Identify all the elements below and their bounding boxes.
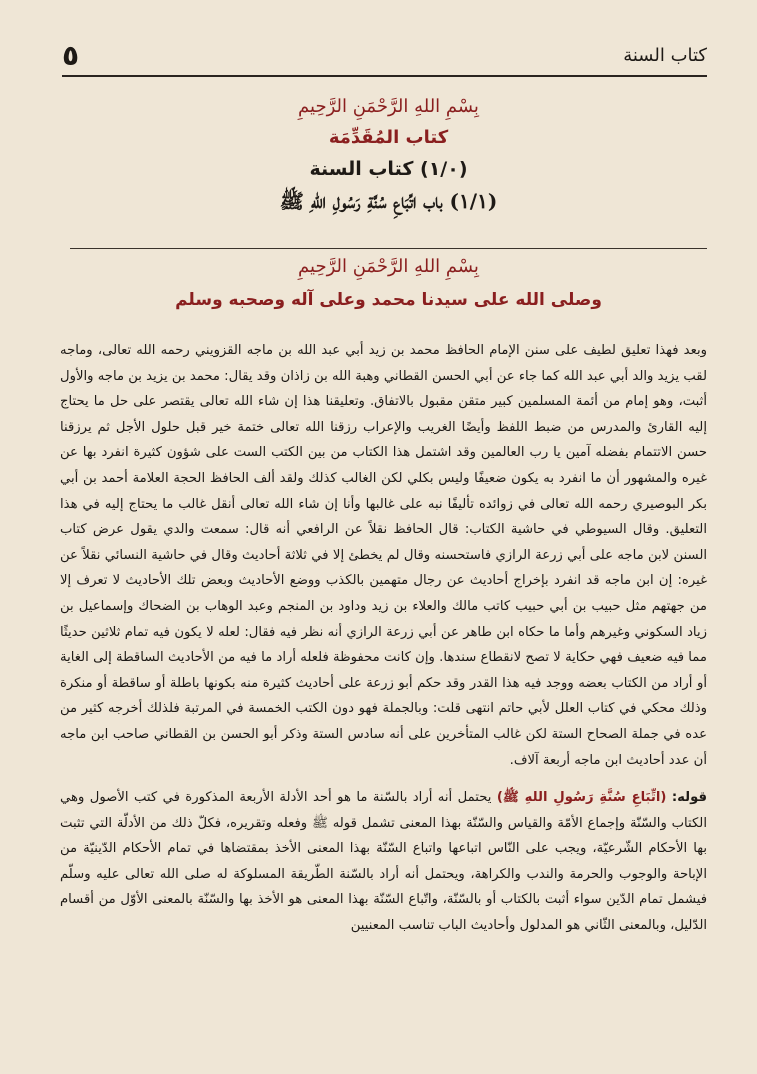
section-title: (١/١) باب اتِّبَاعِ سُنَّةِ رَسُولِ اللهِ ﷺ — [279, 189, 498, 213]
header-rule — [62, 75, 707, 77]
page-header — [62, 38, 707, 72]
commentary-paragraph — [60, 785, 707, 939]
intro-paragraph: وبعد فهذا تعليق لطيف على سنن الإمام الحافظ محمد بن زيد أبي عبد الله بن ماجه القزويني رحمه الله تعالى، وماجه لقب يزيد والد أبي عبد الله كما جاء عن أبي الحسن القطاني وهبة الله بن زاذان وقد يقال: محمد بن يزيد بن ماجه والأول أثبت، وهو إمام من أئمة المسلمين كبير متقن مقبول بالاتفاق. وتعليقنا هذا إن شاء الله تعالى يقتصر على حل ما يحتاج إليه القارئ والمدرس من ضبط اللفظ وأيضًا الغريب والإعراب رزقنا الله تعالى ختمة خير قبل حلول الأجل ثم يرزقنا حسن الاتتمام بفضله آمين يا رب العالمين وقد اشتمل هذا الكتاب من بين الكتب الست على شؤون كثيرة انفرد بها عن غيره والمشهور أن ما انفرد به يكون ضعيفًا وليس بكلي لكن الغالب كذلك ولقد ألف الحافظ الحجة العلامة أحمد بن أبي بكر البوصيري رحمه الله تعالى في زوائده تأليفًا نبه على غالبها وأنا إن شاء الله تعالى أنقل غالب ما يحتاج إليه في هذا التعليق. وقال السيوطي في حاشية الكتاب: قال الحافظ نقلاً عن الرافعي أنه قال: سمعت والدي يقول عرض كتاب السنن لابن ماجه على أبي زرعة الرازي فاستحسنه وقال لم يخطئ إلا في ثلاثة أحاديث وقال في حاشية النسائي نقلاً عن غيره: إن ابن ماجه قد انفرد بإخراج أحاديث عن رجال متهمين بالكذب ووضع الأحاديث وبعض تلك الأحاديث لا تعرف إلا من جهتهم مثل حبيب بن أبي حبيب كاتب مالك والعلاء بن زيد وداود بن المنجم وعبد الوهاب بن الضحاك وإسماعيل بن زياد السكوني وغيرهم وأما ما حكاه ابن طاهر عن أبي زرعة الرازي أنه نظر فيه فقال: لعله لا يكون فيه تمام ثلاثين حديثًا مما فيه ضعيف فهي حكاية لا تصح لانقطاع سندها. وإن كانت محفوظة فلعله أراد ما فيه من الأحاديث الساقطة إلى الغاية أو أراد من الكتاب بعضه ووجد فيه هذا القدر وقد حكم أبو زرعة على أحاديث كثيرة منه بكونها باطلة أو ساقطة أو منكرة وذلك محكي في كتاب العلل لأبي حاتم انتهى قلت: وبالجملة فهو دون الكتب الخمسة في المرتبة فلذلك أخرجه كثير من عده في جملة الصحاح الستة لكن غالب المتأخرين على أنه سادس الستة وذكر أبو الحسن بن القطاني صاحب ابن ماجه أن عدد أحاديث ابن ماجه أربعة آلاف. — [60, 343, 707, 768]
running-head: كتاب السنة — [623, 44, 707, 66]
page-number: ٥ — [62, 38, 80, 72]
commentary-head — [70, 252, 707, 318]
basmala: بِسْمِ اللهِ الرَّحْمَنِ الرَّحِيمِ — [298, 96, 479, 117]
commentary-text: يحتمل أنه أراد بالسّنة ما هو أحد الأدلة الأربعة المذكورة في كتب الأصول وهي الكتاب والسّنّة وإجماع الأمّة والقياس والسّنّة بهذا المعنى تشمل قوله ﷺ وفعله وتقريره، فكلّ ذلك من الأدلّة التي تثبت بها الأحكام الشّرعيّة، ويجب على النّاس اتباعها واتباع السّنّة بهذا المعنى الأخذ بمقتضاها في تمام الأحكام الدّينيّة من الإباحة والوجوب والحرمة والندب والكراهة، ويحتمل أنه أراد بالسّنة الطّريقة المسلوكة له صلى الله تعالى عليه وسلّم فيشمل تمام الدّين سواء أثبت بالكتاب أو بالسّنّة، واتّباع السّنّة بهذا المعنى هو الأخذ بها والسّنّة بالمعنى الأوّل من أقسام الدّليل، وبالمعنى الثّاني هو المدلول وأحاديث الباب تناسب المعنيين — [60, 790, 707, 934]
book-title: كتاب المُقَدِّمَة — [328, 127, 449, 148]
section-divider — [70, 248, 707, 249]
commentary-basmala: بِسْمِ اللهِ الرَّحْمَنِ الرَّحِيمِ — [298, 256, 479, 277]
commentary-quote: (اتِّبَاعِ سُنَّةِ رَسُولِ اللهِ ﷺ) — [496, 790, 667, 806]
chapter-title: (١/٠) كتاب السنة — [309, 158, 468, 180]
title-block — [70, 92, 707, 218]
salutation: وصلى الله على سيدنا محمد وعلى آله وصحبه وسلم — [175, 290, 602, 310]
commentary-lead: قوله: — [671, 790, 708, 806]
body-text — [60, 338, 707, 939]
